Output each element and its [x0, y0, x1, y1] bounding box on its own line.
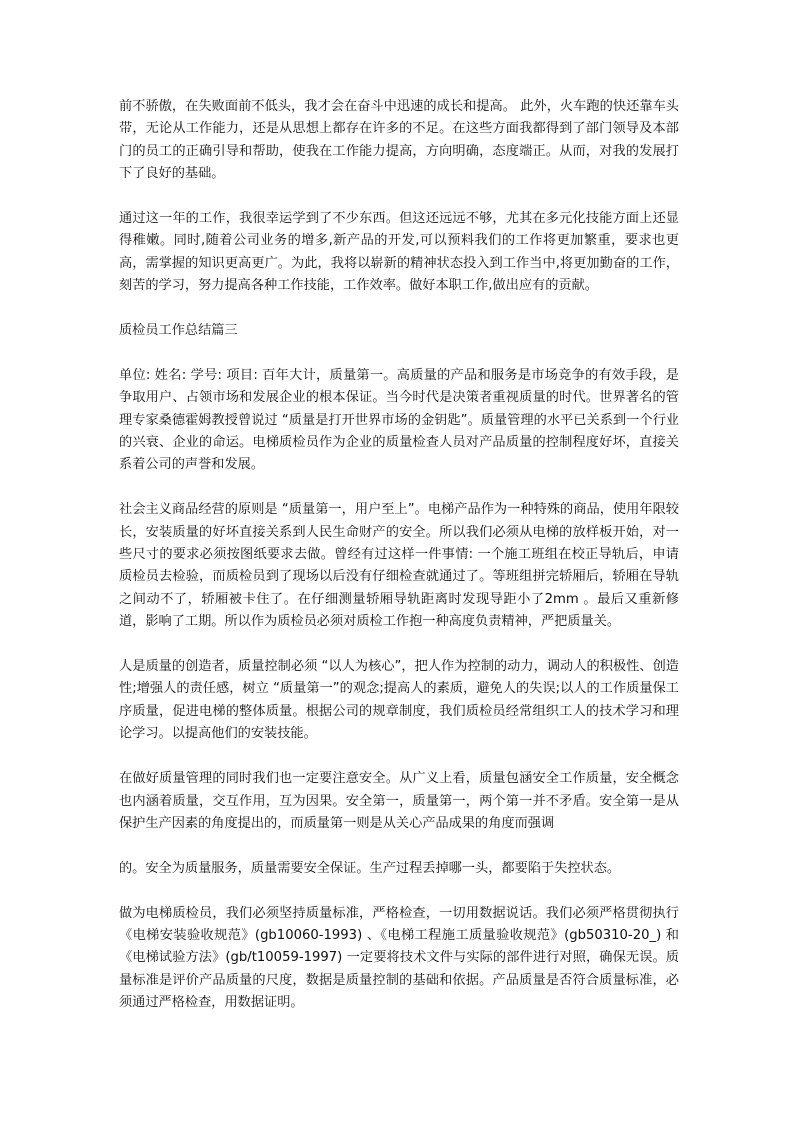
paragraph-4: 社会主义商品经营的原则是 “质量第一，用户至上”。电梯产品作为一种特殊的商品，使用年限较长，安装质量的好坏直接关系到人民生命财产的安全。所以我们必须从电梯的放样板开始，对一些尺寸的要求必须按图纸要求去做。曾经有过这样一件事情: 一个施工班组在校正导轨后，申请质检员去检验，而质检员到了现场以后没有仔细检查就通过了。等班组拼完轿厢后，轿厢在导轨之间动不了，轿厢被卡住了。在仔细测量轿厢导轨距离时发现导距小了2mm 。最后又重新修道，影响了工期。所以作为质检员必须对质检工作抱一种高度负责精神，严把质量关。	[119, 502, 679, 630]
paragraph-3: 单位: 姓名: 学号: 项目: 百年大计，质量第一。高质量的产品和服务是市场竞争的有效手段，是争取用户、占领市场和发展企业的根本保证。当今时代是决策者重视质量的时代。世界著名的管理专家桑德霍姆教授曾说过 “质量是打开世界市场的金钥匙”。质量管理的水平已关系到一个行业的兴衰、企业的命运。电梯质检员作为企业的质量检查人员对产品质量的控制程度好坏，直接关系着公司的声誉和发展。	[119, 367, 679, 473]
paragraph-8: 做为电梯质检员，我们必须坚持质量标准，严格检查，一切用数据说话。我们必须严格贯彻执行《电梯安装验收规范》(gb10060-1993) 、《电梯工程施工质量验收规范》(gb50310-20_) 和《电梯试验方法》(gb/t10059-1997) 一定要将技术文件与实际的部件进行对照，确保无误。质量标准是评价产品质量的尺度，数据是质量控制的基础和依据。产品质量是否符合质量标准，必须通过严格检查，用数据证明。	[119, 905, 679, 1011]
paragraph-1: 前不骄傲，在失败面前不低头，我才会在奋斗中迅速的成长和提高。 此外，火车跑的快还靠车头带，无论从工作能力，还是从思想上都存在许多的不足。在这些方面我都得到了部门领导及本部门的员工的正确引导和帮助，使我在工作能力提高，方向明确，态度端正。从而，对我的发展打下了良好的基础。	[119, 99, 679, 182]
section-heading: 质检员工作总结篇三	[119, 323, 238, 339]
paragraph-6: 在做好质量管理的同时我们也一定要注意安全。从广义上看，质量包涵安全工作质量，安全概念也内涵着质量，交互作用，互为因果。安全第一，质量第一，两个第一并不矛盾。安全第一是从保护生产因素的角度提出的，而质量第一则是从关心产品成果的角度而强调	[119, 771, 679, 831]
paragraph-2: 通过这一年的工作，我很幸运学到了不少东西。但这还远远不够，尤其在多元化技能方面上还显得稚嫩。同时,随着公司业务的增多,新产品的开发,可以预料我们的工作将更加繁重，要求也更高，需掌握的知识更高更广。为此，我将以崭新的精神状态投入到工作当中,将更加勤奋的工作，刻苦的学习，努力提高各种工作技能，工作效率。做好本职工作,做出应有的贡献。	[119, 211, 679, 294]
paragraph-5: 人是质量的创造者，质量控制必须 “以人为核心”，把人作为控制的动力，调动人的积极性、创造性;增强人的责任感，树立 “质量第一”的观念;提高人的素质，避免人的失误;以人的工作质量保工序质量，促进电梯的整体质量。根据公司的规章制度，我们质检员经常组织工人的技术学习和理论学习。以提高他们的安装技能。	[119, 659, 679, 742]
document-body	[119, 96, 679, 1037]
paragraph-7: 的。安全为质量服务，质量需要安全保证。生产过程丢掉哪一头，都要陷于失控状态。	[119, 860, 621, 876]
